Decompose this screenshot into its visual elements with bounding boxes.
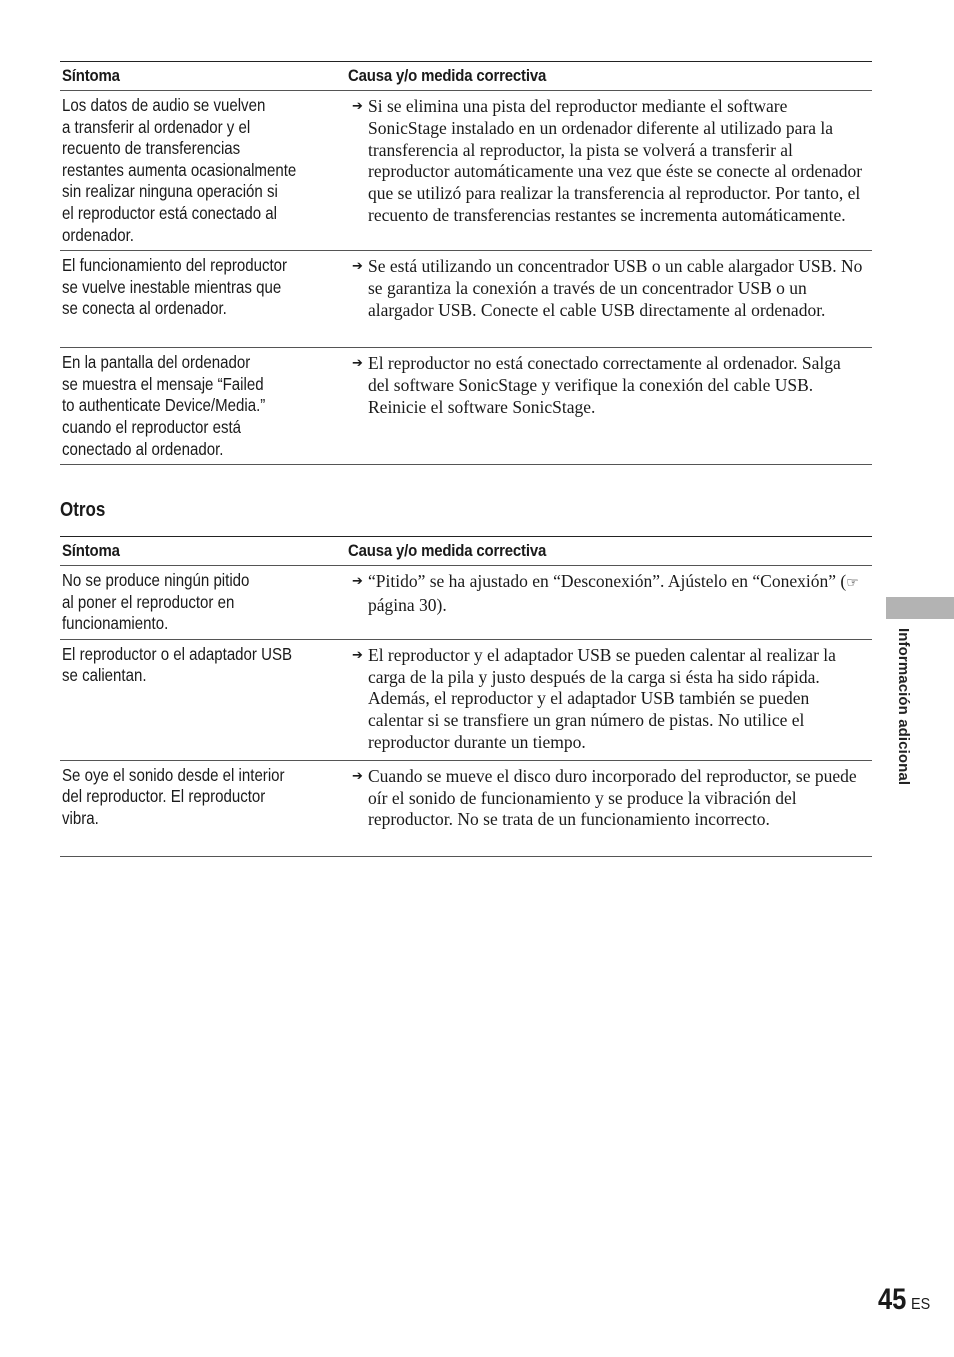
column-header-symptom: Síntoma xyxy=(60,537,346,566)
cause-cell: ➔ Cuando se mueve el disco duro incorporado del reproductor, se puede oír el sonido de funcionamiento y se produce la vibración del reproductor. No se trata de un funcionamiento incorrecto. xyxy=(346,760,872,856)
cause-cell: ➔ Se está utilizando un concentrador USB o un cable alargador USB. No se garantiza la conexión a través de un concentrador USB o un alargador USB. Conecte el cable USB directamente al ordenador. xyxy=(346,251,872,348)
symptom-cell: No se produce ningún pitido al poner el reproductor en funcionamiento. xyxy=(60,566,346,640)
troubleshooting-table-2 xyxy=(60,536,872,857)
page-language: ES xyxy=(911,1296,931,1313)
table-row xyxy=(60,566,872,640)
column-header-symptom: Síntoma xyxy=(60,62,346,91)
column-header-cause: Causa y/o medida correctiva xyxy=(346,537,872,566)
arrow-right-icon: ➔ xyxy=(352,768,363,784)
cause-cell: ➔ El reproductor y el adaptador USB se pueden calentar al realizar la carga de la pila y justo después de la carga si ésta ha sido rápida. Además, el reproductor y el adaptador USB también se pueden calentar si se transfiere un gran número de pistas. No utilice el reproductor durante un tiempo. xyxy=(346,639,872,760)
arrow-right-icon: ➔ xyxy=(352,647,363,663)
arrow-right-icon: ➔ xyxy=(352,259,363,275)
table-row xyxy=(60,348,872,465)
table-row xyxy=(60,639,872,760)
symptom-cell: En la pantalla del ordenador se muestra el mensaje “Failed to authenticate Device/Media.” cuando el reproductor está conectado al ordenador. xyxy=(60,348,346,465)
symptom-cell: El funcionamiento del reproductor se vuelve inestable mientras que se conecta al ordenador. xyxy=(60,251,346,348)
section-heading: Otros xyxy=(60,499,106,521)
cause-cell: ➔ “Pitido” se ha ajustado en “Desconexión”. Ajústelo en “Conexión” (☞ página 30). xyxy=(346,566,872,640)
cause-cell: ➔ El reproductor no está conectado correctamente al ordenador. Salga del software SonicStage y verifique la conexión del cable USB. Reinicie el software SonicStage. xyxy=(346,348,872,465)
troubleshooting-table-1 xyxy=(60,61,872,465)
arrow-right-icon: ➔ xyxy=(352,574,363,589)
arrow-right-icon: ➔ xyxy=(352,356,363,372)
table-row xyxy=(60,91,872,251)
table-header-row xyxy=(60,537,872,566)
arrow-right-icon: ➔ xyxy=(352,99,363,114)
side-tab-label: Información adicional xyxy=(895,628,912,786)
table-header-row xyxy=(60,62,872,91)
symptom-cell: Se oye el sonido desde el interior del reproductor. El reproductor vibra. xyxy=(60,760,346,856)
column-header-cause: Causa y/o medida correctiva xyxy=(346,62,872,91)
pointing-hand-icon: ☞ xyxy=(846,575,859,591)
symptom-cell: El reproductor o el adaptador USB se calientan. xyxy=(60,639,346,760)
cause-cell: ➔ Si se elimina una pista del reproductor mediante el software SonicStage instalado en un ordenador diferente al utilizado para la transferencia al reproductor, la pista se volverá a transferir al reproductor automáticamente una vez que éste se conecte al ordenador que se utilizó para realizar la transferencia al reproductor. Por tanto, el recuento de transferencias restantes se incrementa automáticamente. xyxy=(346,91,872,251)
page-number: 45 xyxy=(878,1283,907,1316)
symptom-cell: Los datos de audio se vuelven a transferir al ordenador y el recuento de transferencias restantes aumenta ocasionalmente sin realizar ninguna operación si el reproductor está conectado al ordenador. xyxy=(60,91,346,251)
table-row xyxy=(60,251,872,348)
table-row xyxy=(60,760,872,856)
side-tab-marker xyxy=(886,597,954,619)
